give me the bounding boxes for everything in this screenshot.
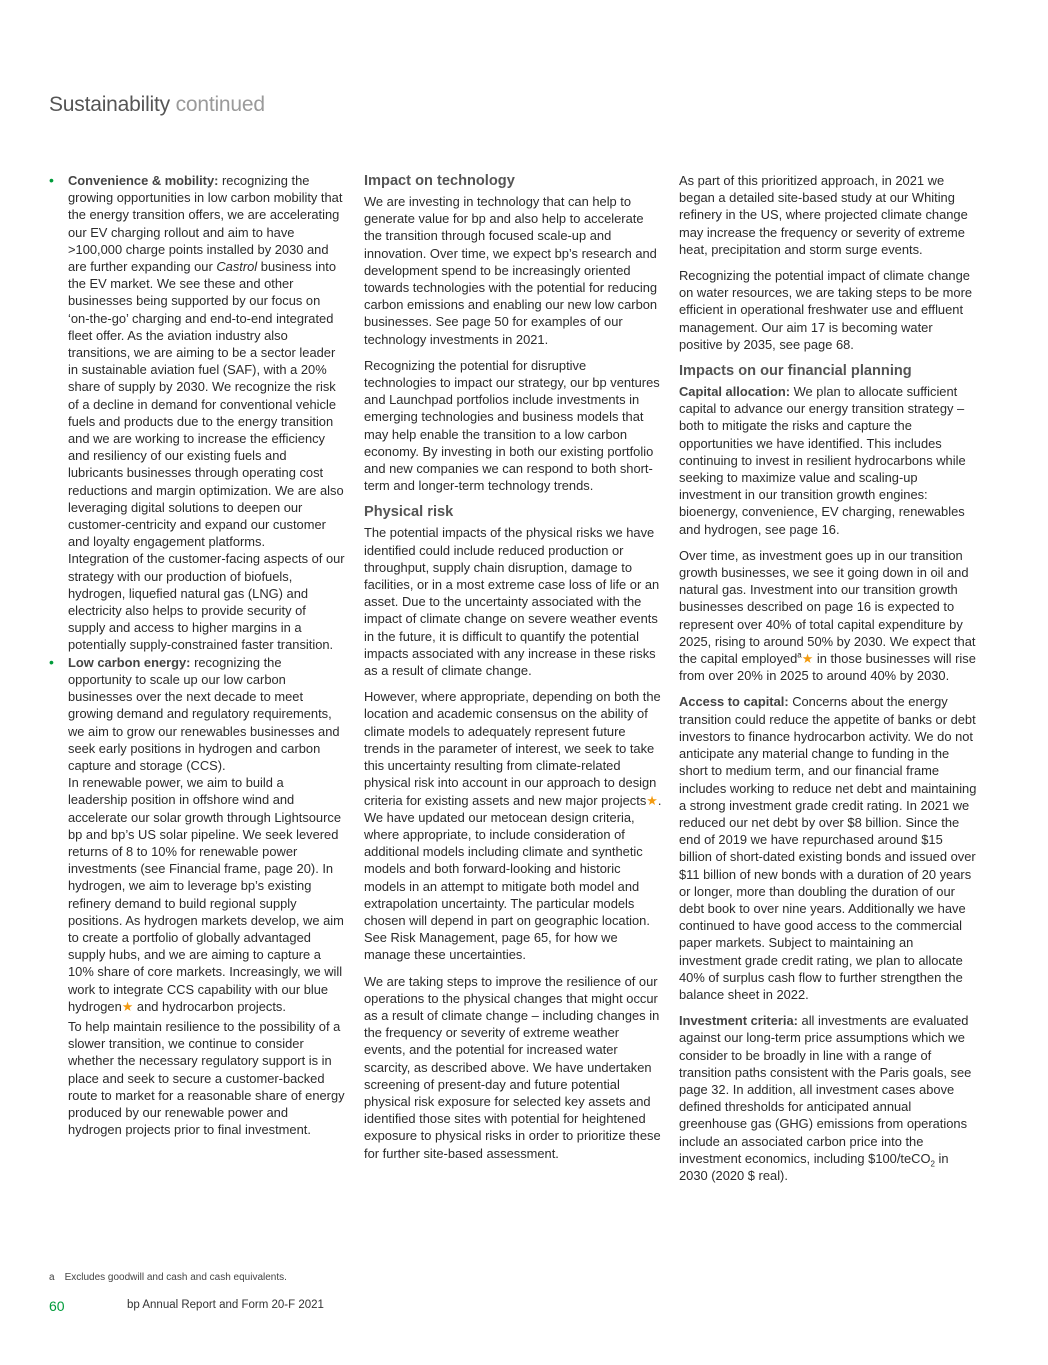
- footnote: [49, 1272, 287, 1283]
- bullet-convenience-mobility: [49, 172, 345, 654]
- paragraph: To help maintain resilience to the possibility of a slower transition, we continue to consider whether the necessary regulatory support is in place and seek to secure a customer-backed route to market for a reasonable share of energy produced by our renewable power and hydrogen projects prior to final investment.: [68, 1018, 345, 1138]
- page-title-suffix: continued: [175, 93, 265, 116]
- paragraph: [68, 774, 345, 1015]
- text: However, where appropriate, depending on both the location and academic consensus on the ability of climate models to adequately represent future trends in the parameter of interest, we seek to take this uncertainty resulting from climate-related physical risk into account in our approach to design criteria for existing assets and new major projects: [364, 689, 661, 808]
- report-name: bp Annual Report and Form 20-F 2021: [127, 1299, 324, 1311]
- text: Concerns about the energy transition could reduce the appetite of banks or debt investors to finance hydrocarbon activity. We do not anticipate any material change to funding in the short to medium term, and our financial frame includes working to reduce net debt and maintaining a strong investment grade credit rating. In 2021 we reduced our net debt by over $8 billion. Since the end of 2019 we have repurchased around $15 billion of short-dated existing bonds and issued over $11 billion of new bonds with a duration of 20 years or longer, more than doubling the duration of our debt book to over nine years. Additionally we have continued to have good access to the commercial paper markets. Subject to maintaining an investment grade credit rating, we plan to allocate 40% of surplus cash flow to further strengthen the balance sheet in 2022.: [679, 694, 977, 1002]
- paragraph: Integration of the customer-facing aspects of our strategy with our production of biofuels, hydrogen, liquefied natural gas (LNG) and electricity also helps to provide security of supply and access to higher margins in a potentially supply-constrained faster transition.: [68, 551, 345, 653]
- text: In renewable power, we aim to build a leadership position in offshore wind and accelerate our solar growth through Lightsource bp and bp’s US solar pipeline. We seek levered returns of 8 to 10% for renewable power investments (see Financial frame, page 20). In hydrogen, we aim to leverage bp’s existing refinery demand to build regional supply positions. As hydrogen markets develop, we aim to create a portfolio of globally advantaged supply hubs, and we are aiming to capture a 10% share of core markets. Increasingly, we will work to integrate CCS capability with our blue hydrogen: [68, 775, 344, 1014]
- lead-convenience: Convenience & mobility:: [68, 173, 219, 188]
- text: Over time, as investment goes up in our transition growth businesses, we see it going down in oil and natural gas. Investment into our transition growth businesses described on page 16 is expected to represent over 40% of total capital expenditure by 2025, rising to around 50% by 2030. We expect that the capital employed: [679, 547, 976, 667]
- paragraph: [679, 383, 979, 538]
- page-title-main: Sustainability: [49, 93, 170, 116]
- footnote-letter: a: [49, 1272, 55, 1283]
- text: recognizing the growing opportunities in low carbon mobility that the energy transition offers, we are accelerating our EV charging rollout and aim to have >100,000 charge points installed by 2030 and are further expanding our: [68, 173, 343, 275]
- paragraph: [679, 1012, 979, 1184]
- bullet-icon: •: [49, 653, 54, 670]
- lead-capital-allocation: Capital allocation:: [679, 384, 791, 400]
- footnote-text: Excludes goodwill and cash and cash equivalents.: [64, 1272, 287, 1283]
- text: We plan to allocate sufficient capital to advance our energy transition strategy – both to mitigate the risks and capture the opportunities we have identified. This includes continuing to invest in resilient hydrocarbons while seeking to maximize value and scaling-up investment in our transition growth engines: bioenergy, convenience, EV charging, renewables and hydrogen, see page 16.: [679, 384, 966, 537]
- paragraph: Recognizing the potential impact of climate change on water resources, we are taking steps to be more efficient in operational freshwater use and effluent management. Our aim 17 is becoming water positive by 2035, see page 68.: [679, 268, 973, 352]
- page-title: [49, 93, 265, 117]
- text: in 2030 (2020 $ real).: [679, 1150, 949, 1183]
- paragraph: [679, 693, 979, 1003]
- star-icon[interactable]: ★: [646, 792, 658, 808]
- heading-financial-planning: Impacts on our financial planning: [679, 363, 912, 380]
- subscript: 2: [930, 1159, 935, 1169]
- text: all investments are evaluated against our long-term price assumptions which we consider to be broadly in line with a range of transition paths consistent with the Paris goals, see page 32. In addition, all investment cases above defined thresholds for anticipated annual greenhouse gas (GHG) emissions from operations include an associated carbon price into the investment economics, including $100/teCO: [679, 1013, 972, 1166]
- paragraph: [68, 654, 345, 774]
- text: in those businesses will rise from over 20% in 2025 to around 40% by 2030.: [679, 651, 976, 684]
- page-number: 60: [49, 1298, 65, 1314]
- paragraph: As part of this prioritized approach, in 2021 we began a detailed site-based study at our Whiting refinery in the US, where projected climate change may increase the frequency or severity of extreme heat, precipitation and storm surge events.: [679, 173, 968, 257]
- star-icon[interactable]: ★: [121, 998, 134, 1014]
- paragraph: Recognizing the potential for disruptive technologies to impact our strategy, our bp ventures and Launchpad portfolios include investments in emerging technologies and business models that may help enable the transition to a low carbon economy. By investing in both our existing portfolio and new companies we can respond to both short-term and longer-term technology trends.: [364, 357, 660, 494]
- heading-physical-risk: Physical risk: [364, 504, 454, 521]
- paragraph: [364, 688, 662, 963]
- paragraph: [68, 172, 345, 550]
- lead-low-carbon: Low carbon energy:: [68, 654, 191, 670]
- paragraph: We are investing in technology that can help to generate value for bp and also help to accelerate the transition through focused scale-up and innovation. Over time, we expect bp’s research and development spend to be increasingly oriented towards technologies with the potential for reducing carbon emissions and enabling our new low carbon businesses. See page 50 for examples of our technology investments in 2021.: [364, 194, 658, 347]
- bullet-icon: •: [49, 172, 54, 188]
- castrol-brand: Castrol: [216, 259, 258, 275]
- heading-impact-technology: Impact on technology: [364, 173, 515, 189]
- text: and hydrocarbon projects.: [133, 998, 286, 1014]
- bullet-low-carbon-energy: [49, 654, 345, 1139]
- column-3: [679, 172, 979, 1193]
- lead-access-to-capital: Access to capital:: [679, 694, 789, 710]
- paragraph: The potential impacts of the physical risks we have identified could include reduced production or throughput, supply chain disruption, damage to facilities, or in a most extreme case loss of life or an asset. Due to the uncertainty associated with the impact of climate change on severe weather events in the future, it is difficult to quantify the potential impacts associated with any increase in these risks as a result of climate change.: [364, 525, 660, 679]
- text: . We have updated our metocean design criteria, where appropriate, to include consideration of additional models including climate and synthetic models and both forward-looking and historic models in an attempt to mitigate both model and extrapolation uncertainty. The particular models chosen will depend in part on geographic location. See Risk Management, page 65, for how we manage these uncertainties.: [364, 792, 662, 963]
- lead-investment-criteria: Investment criteria:: [679, 1013, 798, 1029]
- paragraph: We are taking steps to improve the resilience of our operations to the physical changes that might occur as a result of climate change – including changes in the frequency or severity of extreme weather events, and the potential for increased water scarcity, as described above. We have undertaken screening of present-day and future potential physical risk exposure for selected key assets and identified those sites with potential for heightened exposure to physical risks in order to prioritize these for further site-based assessment.: [364, 973, 661, 1161]
- text: business into the EV market. We see these and other businesses being supported by our focus on ‘on-the-go’ charging and end-to-end integrated fleet offer. As the aviation industry also transitions, we are aiming to be a sector leader in sustainable aviation fuel (SAF), with a 20% share of supply by 2030. We recognize the risk of a decline in demand for conventional vehicle fuels and products due to the energy transition and we are working to increase the efficiency and resiliency of our existing fuels and lubricants businesses through operating cost reductions and margin optimization. We are also leveraging digital solutions to deepen our customer-centricity and expand our customer and loyalty engagement platforms.: [68, 259, 344, 550]
- star-icon[interactable]: ★: [801, 651, 814, 667]
- footnote-ref: a: [797, 650, 802, 660]
- paragraph: [679, 547, 979, 685]
- column-1: [49, 172, 345, 1138]
- column-2: [364, 172, 662, 1171]
- text: recognizing the opportunity to scale up our low carbon businesses over the next decade to meet growing demand and regulatory requirements, we aim to grow our renewables businesses and seek early positions in hydrogen and carbon capture and storage (CCS).: [68, 654, 340, 773]
